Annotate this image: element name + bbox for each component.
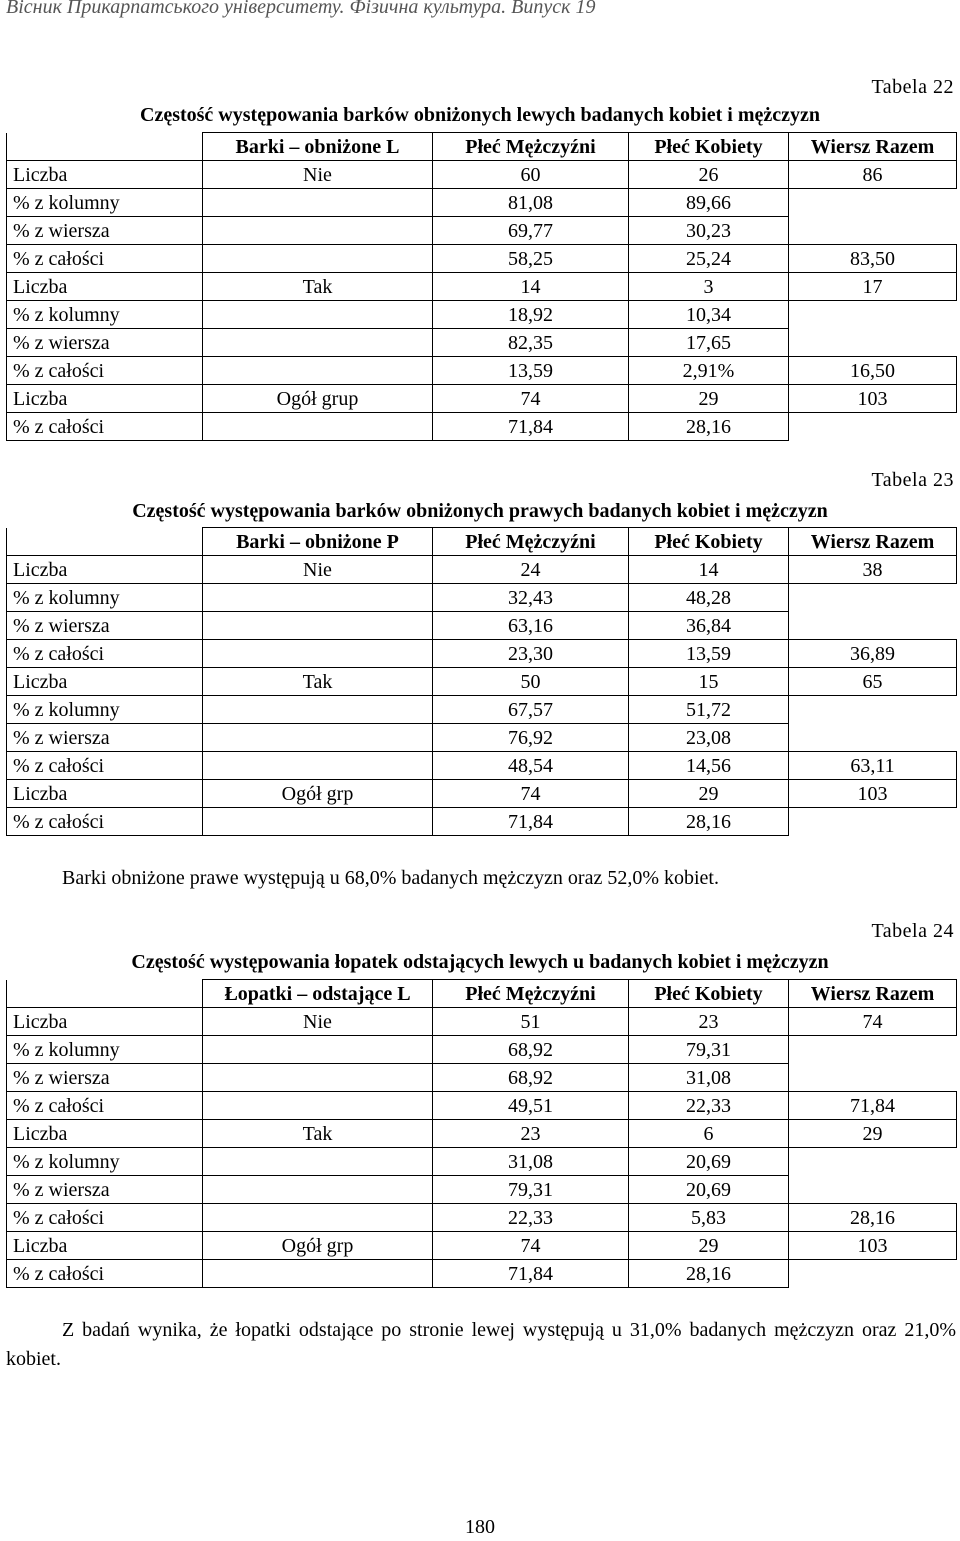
- row-label-cell: Liczba: [7, 385, 203, 413]
- data-cell: 2,91%: [629, 357, 789, 385]
- data-cell: [203, 1176, 433, 1204]
- table-22-title: Częstość występowania barków obniżonych lewych badanych kobiet i mężczyzn: [140, 104, 820, 126]
- data-cell: 36,89: [789, 640, 957, 668]
- table-row: [7, 724, 957, 752]
- table-row: [7, 301, 957, 329]
- data-cell: Ogół grup: [203, 385, 433, 413]
- data-cell: 36,84: [629, 612, 789, 640]
- table-row: [7, 245, 957, 273]
- header-cell: Płeć Kobiety: [629, 528, 789, 556]
- row-label-cell: % z wiersza: [7, 612, 203, 640]
- paragraph-table-23-summary: Barki obniżone prawe występują u 68,0% badanych mężczyzn oraz 52,0% kobiet.: [62, 867, 719, 889]
- header-cell: Płeć Mężczyźni: [433, 528, 629, 556]
- table-row: [7, 668, 957, 696]
- data-cell: 22,33: [433, 1204, 629, 1232]
- data-cell: 65: [789, 668, 957, 696]
- table-row: [7, 1008, 957, 1036]
- row-label-cell: % z kolumny: [7, 696, 203, 724]
- data-cell: 20,69: [629, 1148, 789, 1176]
- data-cell: [203, 640, 433, 668]
- header-cell: Barki – obniżone P: [203, 528, 433, 556]
- header-cell: Wiersz Razem: [789, 528, 957, 556]
- row-label-cell: % z kolumny: [7, 1036, 203, 1064]
- data-cell: 17: [789, 273, 957, 301]
- table-row: [7, 217, 957, 245]
- data-cell: [203, 1148, 433, 1176]
- paragraph-table-24-summary: Z badań wynika, że łopatki odstające po stronie lewej występują u 31,0% badanych mężczyzn oraz 21,0% kobiet.: [6, 1319, 956, 1370]
- data-cell: [203, 1092, 433, 1120]
- data-cell: 71,84: [433, 808, 629, 836]
- row-label-cell: % z całości: [7, 413, 203, 441]
- data-cell: 28,16: [629, 808, 789, 836]
- table-row: [7, 1092, 957, 1120]
- row-label-cell: Liczba: [7, 556, 203, 584]
- data-cell: 67,57: [433, 696, 629, 724]
- data-cell: 60: [433, 161, 629, 189]
- data-cell: 30,23: [629, 217, 789, 245]
- data-cell: [203, 189, 433, 217]
- row-label-cell: Liczba: [7, 780, 203, 808]
- data-cell: 48,54: [433, 752, 629, 780]
- row-label-cell: % z wiersza: [7, 1176, 203, 1204]
- header-cell: Płeć Mężczyźni: [433, 980, 629, 1008]
- row-label-cell: % z wiersza: [7, 217, 203, 245]
- data-cell: [203, 301, 433, 329]
- data-cell: 38: [789, 556, 957, 584]
- table-row: [7, 189, 957, 217]
- data-cell: 63,11: [789, 752, 957, 780]
- data-cell: [203, 329, 433, 357]
- data-cell: 31,08: [629, 1064, 789, 1092]
- page-number: 180: [465, 1516, 495, 1538]
- data-cell: 51: [433, 1008, 629, 1036]
- data-cell: 17,65: [629, 329, 789, 357]
- data-cell: 15: [629, 668, 789, 696]
- data-cell: Ogół grp: [203, 1232, 433, 1260]
- data-cell: 6: [629, 1120, 789, 1148]
- header-cell: Wiersz Razem: [789, 980, 957, 1008]
- row-label-cell: Liczba: [7, 1120, 203, 1148]
- data-cell: 23: [629, 1008, 789, 1036]
- table-23-title: Częstość występowania barków obniżonych prawych badanych kobiet i mężczyzn: [132, 500, 828, 522]
- data-cell: 28,16: [789, 1204, 957, 1232]
- table-row: [7, 1148, 957, 1176]
- data-cell: [203, 1204, 433, 1232]
- row-label-cell: Liczba: [7, 668, 203, 696]
- data-cell: 49,51: [433, 1092, 629, 1120]
- row-label-cell: Liczba: [7, 273, 203, 301]
- table-row: [7, 584, 957, 612]
- data-cell: 89,66: [629, 189, 789, 217]
- data-cell: [203, 413, 433, 441]
- table-row: [7, 752, 957, 780]
- data-cell: 71,84: [433, 1260, 629, 1288]
- table-23: [6, 527, 957, 836]
- data-cell: 79,31: [629, 1036, 789, 1064]
- data-cell: 74: [433, 385, 629, 413]
- data-cell: [203, 1260, 433, 1288]
- data-cell: [789, 329, 957, 357]
- data-cell: [203, 584, 433, 612]
- data-cell: 25,24: [629, 245, 789, 273]
- row-label-cell: % z całości: [7, 1260, 203, 1288]
- header-cell: Płeć Kobiety: [629, 133, 789, 161]
- row-label-cell: % z całości: [7, 1092, 203, 1120]
- data-cell: [789, 1064, 957, 1092]
- table-row: [7, 696, 957, 724]
- data-cell: [203, 808, 433, 836]
- data-cell: 18,92: [433, 301, 629, 329]
- data-cell: 28,16: [629, 413, 789, 441]
- data-cell: 28,16: [629, 1260, 789, 1288]
- header-cell: Wiersz Razem: [789, 133, 957, 161]
- row-label-cell: % z kolumny: [7, 584, 203, 612]
- row-label-cell: % z kolumny: [7, 301, 203, 329]
- data-cell: [789, 189, 957, 217]
- data-cell: [789, 808, 957, 836]
- data-cell: 63,16: [433, 612, 629, 640]
- data-cell: [203, 1064, 433, 1092]
- data-cell: 13,59: [629, 640, 789, 668]
- table-23-label: Tabela 23: [871, 469, 954, 491]
- data-cell: 29: [789, 1120, 957, 1148]
- table-row: [7, 385, 957, 413]
- data-cell: [789, 696, 957, 724]
- data-cell: 14: [629, 556, 789, 584]
- data-cell: 23,30: [433, 640, 629, 668]
- data-cell: 32,43: [433, 584, 629, 612]
- table-row: [7, 1120, 957, 1148]
- table-header-row: [7, 980, 957, 1008]
- header-cell: Płeć Mężczyźni: [433, 133, 629, 161]
- table-header-row: [7, 528, 957, 556]
- table-row: [7, 1036, 957, 1064]
- data-cell: 29: [629, 780, 789, 808]
- data-cell: 86: [789, 161, 957, 189]
- table-22: [6, 132, 957, 441]
- data-cell: [789, 1036, 957, 1064]
- data-cell: 14,56: [629, 752, 789, 780]
- data-cell: 76,92: [433, 724, 629, 752]
- data-cell: [789, 217, 957, 245]
- row-label-cell: Liczba: [7, 1232, 203, 1260]
- data-cell: Tak: [203, 668, 433, 696]
- data-cell: 10,34: [629, 301, 789, 329]
- data-cell: 82,35: [433, 329, 629, 357]
- data-cell: [789, 612, 957, 640]
- header-cell-empty: [7, 980, 203, 1008]
- row-label-cell: % z wiersza: [7, 329, 203, 357]
- header-cell: Barki – obniżone L: [203, 133, 433, 161]
- data-cell: 79,31: [433, 1176, 629, 1204]
- data-cell: 50: [433, 668, 629, 696]
- row-label-cell: % z całości: [7, 752, 203, 780]
- data-cell: [789, 1260, 957, 1288]
- table-row: [7, 329, 957, 357]
- data-cell: Ogół grp: [203, 780, 433, 808]
- row-label-cell: % z kolumny: [7, 189, 203, 217]
- data-cell: 29: [629, 385, 789, 413]
- data-cell: [203, 752, 433, 780]
- data-cell: 71,84: [433, 413, 629, 441]
- row-label-cell: % z wiersza: [7, 724, 203, 752]
- data-cell: 3: [629, 273, 789, 301]
- data-cell: 23: [433, 1120, 629, 1148]
- data-cell: [203, 724, 433, 752]
- data-cell: [203, 696, 433, 724]
- data-cell: 48,28: [629, 584, 789, 612]
- table-row: [7, 780, 957, 808]
- data-cell: [789, 1148, 957, 1176]
- data-cell: [789, 301, 957, 329]
- data-cell: 103: [789, 385, 957, 413]
- data-cell: 13,59: [433, 357, 629, 385]
- data-cell: Nie: [203, 1008, 433, 1036]
- data-cell: 22,33: [629, 1092, 789, 1120]
- data-cell: 26: [629, 161, 789, 189]
- data-cell: [789, 584, 957, 612]
- row-label-cell: % z kolumny: [7, 1148, 203, 1176]
- table-row: [7, 1176, 957, 1204]
- table-row: [7, 413, 957, 441]
- data-cell: [789, 413, 957, 441]
- data-cell: 74: [433, 1232, 629, 1260]
- data-cell: [203, 1036, 433, 1064]
- data-cell: [203, 357, 433, 385]
- data-cell: 71,84: [789, 1092, 957, 1120]
- table-row: [7, 808, 957, 836]
- header-cell: Płeć Kobiety: [629, 980, 789, 1008]
- data-cell: 31,08: [433, 1148, 629, 1176]
- data-cell: [203, 217, 433, 245]
- row-label-cell: % z wiersza: [7, 1064, 203, 1092]
- table-24: [6, 979, 957, 1288]
- table-row: [7, 1204, 957, 1232]
- table-row: [7, 273, 957, 301]
- data-cell: 51,72: [629, 696, 789, 724]
- table-24-title: Częstość występowania łopatek odstających lewych u badanych kobiet i mężczyzn: [131, 951, 829, 973]
- data-cell: [203, 245, 433, 273]
- data-cell: 83,50: [789, 245, 957, 273]
- running-header: Вісник Прикарпатського університету. Фізична культура. Випуск 19: [6, 0, 596, 18]
- row-label-cell: % z całości: [7, 640, 203, 668]
- table-22-label: Tabela 22: [871, 76, 954, 98]
- data-cell: 68,92: [433, 1036, 629, 1064]
- table-row: [7, 612, 957, 640]
- data-cell: 74: [433, 780, 629, 808]
- table-24-label: Tabela 24: [871, 920, 954, 942]
- table-row: [7, 161, 957, 189]
- row-label-cell: Liczba: [7, 1008, 203, 1036]
- data-cell: Tak: [203, 273, 433, 301]
- table-row: [7, 1260, 957, 1288]
- data-cell: 14: [433, 273, 629, 301]
- row-label-cell: % z całości: [7, 808, 203, 836]
- row-label-cell: Liczba: [7, 161, 203, 189]
- row-label-cell: % z całości: [7, 1204, 203, 1232]
- data-cell: 24: [433, 556, 629, 584]
- row-label-cell: % z całości: [7, 357, 203, 385]
- header-cell-empty: [7, 133, 203, 161]
- data-cell: 5,83: [629, 1204, 789, 1232]
- data-cell: 58,25: [433, 245, 629, 273]
- data-cell: Nie: [203, 161, 433, 189]
- data-cell: Tak: [203, 1120, 433, 1148]
- table-row: [7, 1064, 957, 1092]
- data-cell: [203, 612, 433, 640]
- data-cell: Nie: [203, 556, 433, 584]
- data-cell: 81,08: [433, 189, 629, 217]
- header-cell: Łopatki – odstające L: [203, 980, 433, 1008]
- data-cell: 68,92: [433, 1064, 629, 1092]
- data-cell: 69,77: [433, 217, 629, 245]
- table-row: [7, 1232, 957, 1260]
- table-row: [7, 357, 957, 385]
- data-cell: 29: [629, 1232, 789, 1260]
- header-cell-empty: [7, 528, 203, 556]
- data-cell: 20,69: [629, 1176, 789, 1204]
- data-cell: 16,50: [789, 357, 957, 385]
- data-cell: 74: [789, 1008, 957, 1036]
- row-label-cell: % z całości: [7, 245, 203, 273]
- table-row: [7, 640, 957, 668]
- data-cell: 103: [789, 780, 957, 808]
- data-cell: 103: [789, 1232, 957, 1260]
- data-cell: 23,08: [629, 724, 789, 752]
- data-cell: [789, 1176, 957, 1204]
- table-header-row: [7, 133, 957, 161]
- data-cell: [789, 724, 957, 752]
- table-row: [7, 556, 957, 584]
